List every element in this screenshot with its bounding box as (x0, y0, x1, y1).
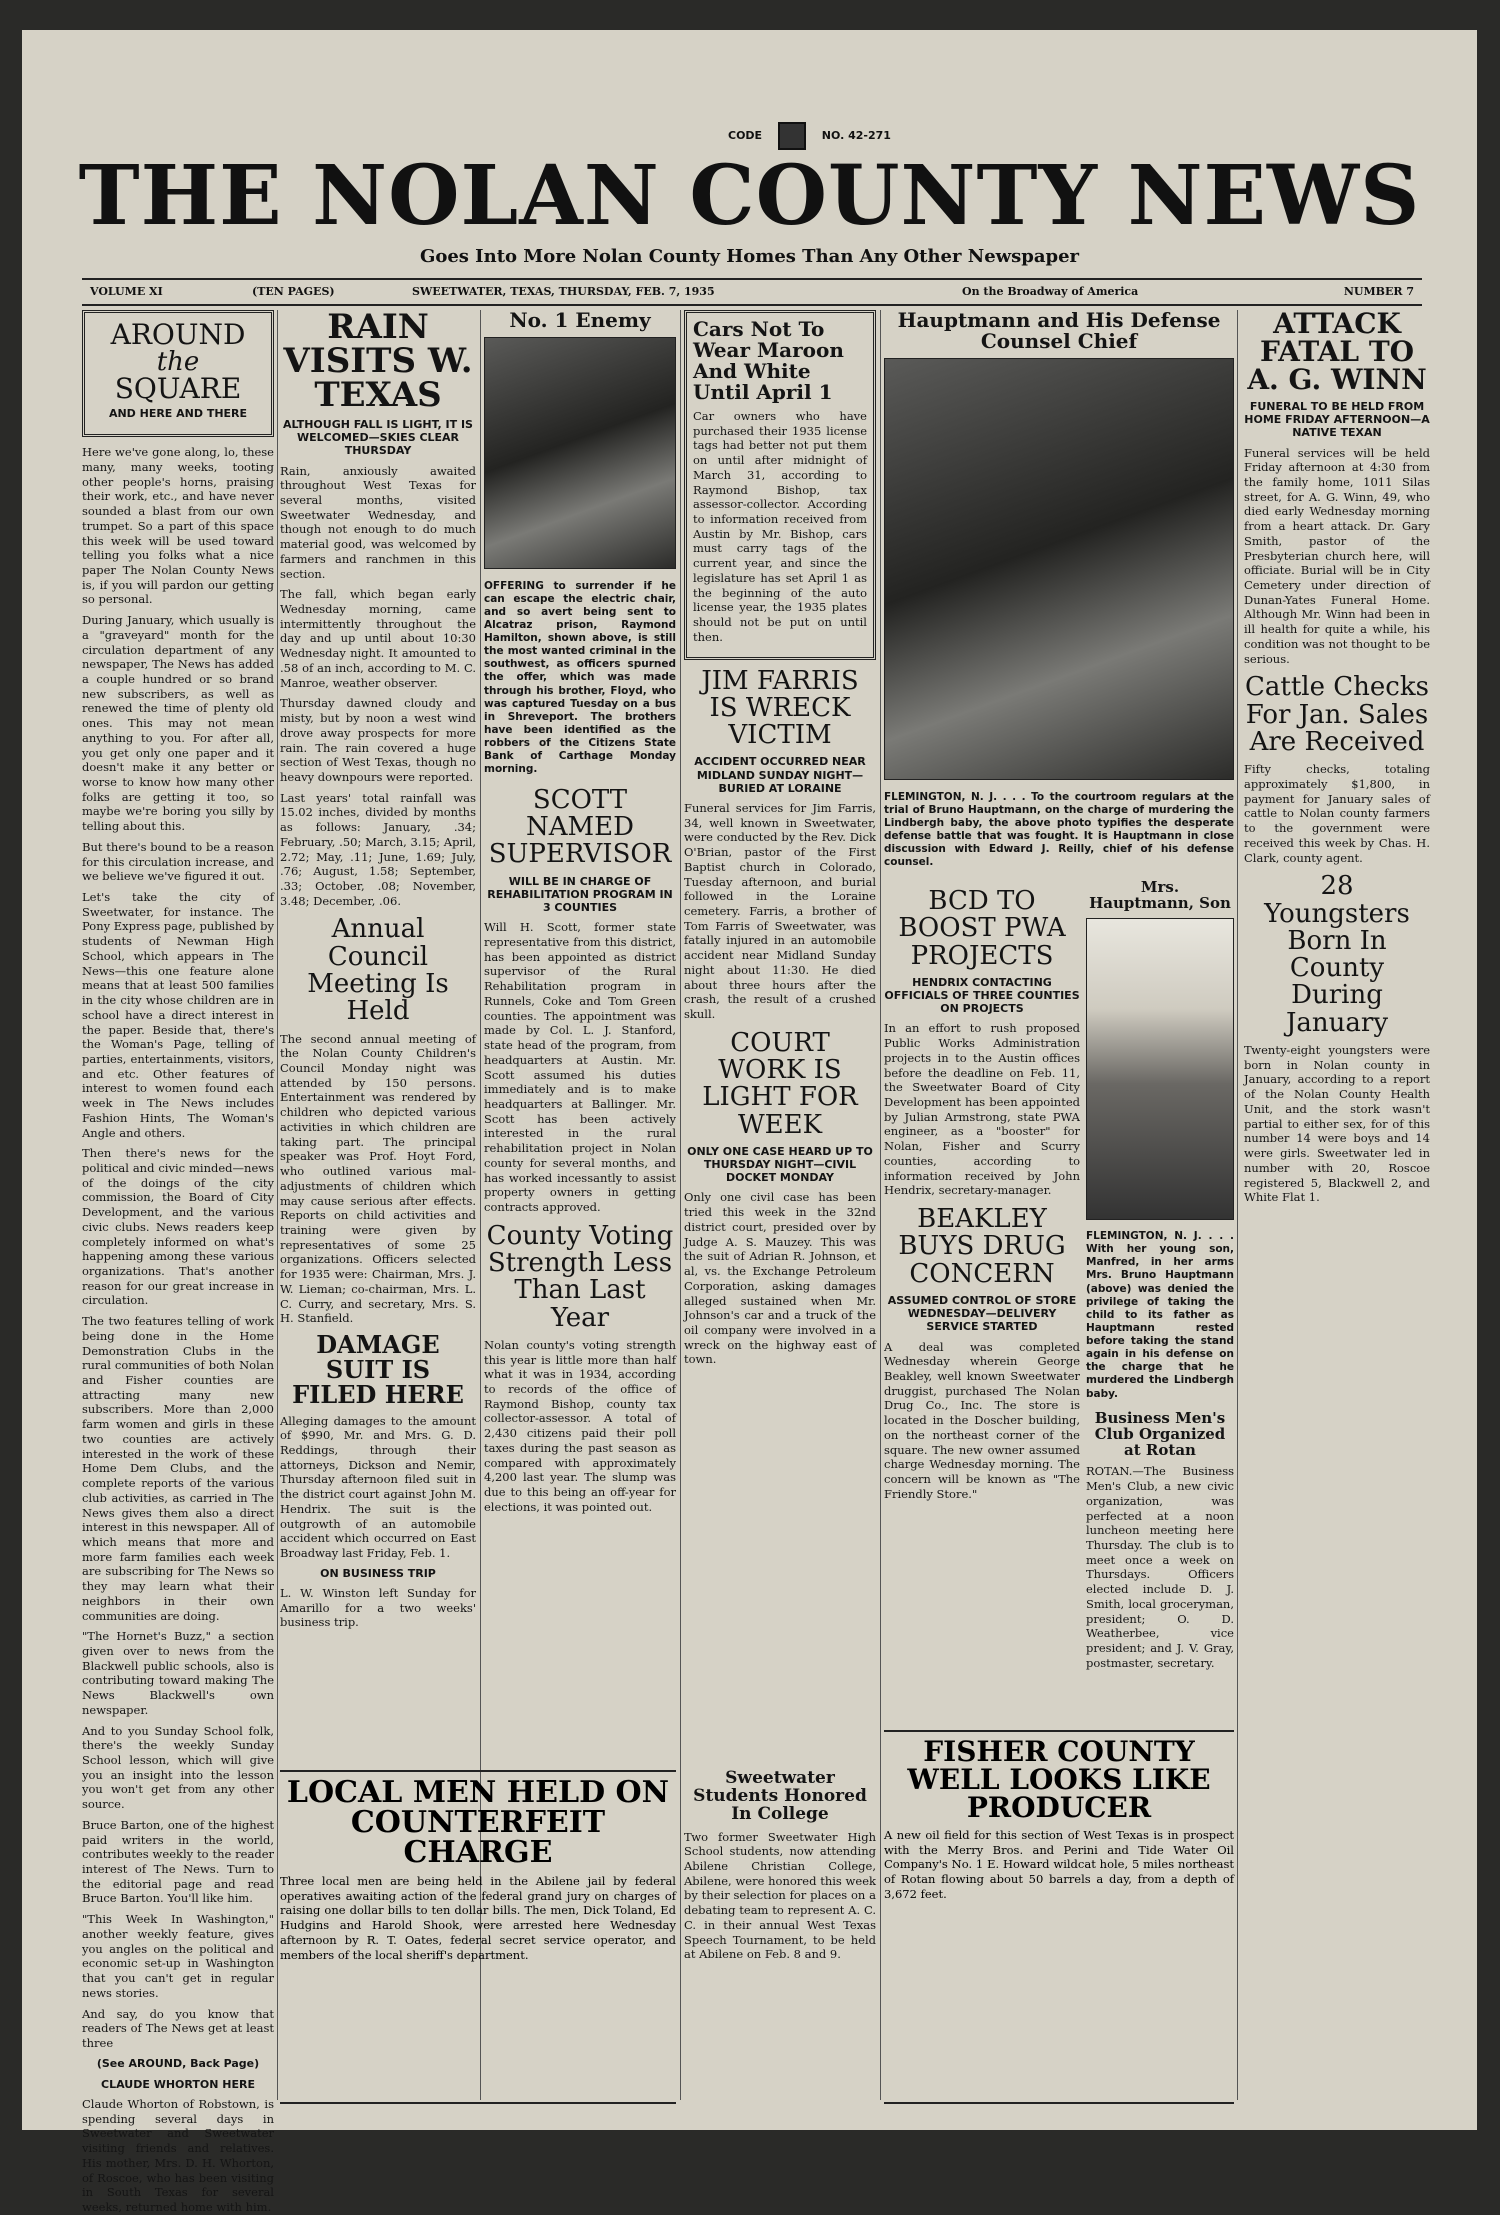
paragraph: The second annual meeting of the Nolan County Children's Council Monday night was attended by 150 persons. Entertainment was rendered by children who depicted various activities in which children are taking part. The principal speaker was Prof. Hoyt Ford, who outlined various mal-adjustments of children which may cause serious after effects. Reports on child activities and training were given by representatives of some 25 organizations. Officers selected for 1935 were: Chairman, Mrs. J. W. Lieman; co-chairman, Mrs. L. C. Curry, and secretary, Mrs. S. H. Stanfield. (280, 1031, 476, 1326)
students-section (684, 1770, 876, 2070)
paragraph: Twenty-eight youngsters were born in Nolan county in January, according to a report of the Nolan County Health Unit, and the stork wasn't partial to either sex, for of this number 14 were boys and 14 were girls. Sweetwater led in number with 20, Roscoe registered 5, Blackwell 2, and White Flat 1. (1244, 1043, 1430, 1205)
paragraph: Alleging damages to the amount of $990, Mr. and Mrs. G. D. Reddings, through their attorneys, Dickson and Nemir, Thursday afternoon filed suit in the district court against John M. Hendrix. The suit is the outgrowth of an automobile accident which occurred on East Broadway last Friday, Feb. 1. (280, 1413, 476, 1560)
column-cars (684, 310, 876, 1760)
paragraph: "The Hornet's Buzz," a section given over to news from the Blackwell public schools, also is contributing toward making The News Blackwell's own newspaper. (82, 1629, 274, 1717)
article-subhead: ASSUMED CONTROL OF STORE WEDNESDAY—DELIVERY SERVICE STARTED (887, 1293, 1077, 1334)
page-count: (TEN PAGES) (252, 285, 335, 298)
code-number (722, 122, 897, 150)
paragraph: A deal was completed Wednesday wherein George Beakley, well known Sweetwater druggist, purchased The Nolan Drug Co., Inc. The store is located in the Doscher building, on the northeast corner of the square. The new owner assumed charge Wednesday morning. The concern will be known as "The Friendly Store." (884, 1339, 1080, 1501)
paragraph: Rain, anxiously awaited throughout West Texas for several months, visited Sweetwater Wednesday, and though not enough to do much material good, was welcomed by farmers and ranchmen in this section. (280, 463, 476, 581)
column-enemy (484, 310, 676, 1760)
paragraph: And say, do you know that readers of The News get at least three (82, 2006, 274, 2050)
paragraph: A new oil field for this section of West Texas is in prospect with the Merry Bros. and Perini and Tide Water Oil Company's No. 1 E. Howard wildcat hole, 5 miles northeast of Rotan flowing about 50 barrels a day, from a depth of 3,672 feet. (884, 1828, 1234, 1901)
hauptmann-photo-section (884, 310, 1234, 880)
paragraph: ROTAN.—The Business Men's Club, a new civic organization, was perfected at a noon luncheon meeting here Thursday. The club is to meet once a week on Thursdays. Officers elected include D. J. Smith, local groceryman, president; O. D. Weatherbee, vice president; and J. V. Gray, postmaster, secretary. (1086, 1464, 1234, 1670)
column-rule (1237, 310, 1238, 2100)
article-headline: Annual Council Meeting Is Held (307, 914, 449, 1027)
paragraph: Fifty checks, totaling approximately $1,800, in payment for January sales of cattle to Nolan county farmers to the government were received this week by Chas. H. Clark, county agent. (1244, 762, 1430, 865)
continued-note: (See AROUND, Back Page) (96, 2056, 260, 2070)
article-headline: SCOTT NAMED SUPERVISOR (488, 784, 672, 870)
paragraph: Claude Whorton of Robstown, is spending several days in Sweetwater and Sweetwater visiting friends and relatives. His mother, Mrs. D. H. Whorton, of Roscoe, who has been visiting in South Texas for several weeks, returned home with him. (82, 2097, 274, 2215)
article-headline: ON BUSINESS TRIP (320, 1566, 436, 1580)
counterfeit-section (280, 1770, 676, 2104)
article-headline: BCD TO BOOST PWA PROJECTS (898, 886, 1066, 971)
newspaper-page (22, 30, 1477, 2215)
article-headline: Business Men's Club Organized at Rotan (1094, 1409, 1226, 1459)
around-title-square: SQUARE (114, 372, 242, 405)
column-rule (277, 310, 278, 2100)
portrait-photo (484, 337, 676, 569)
union-label-icon (778, 122, 806, 150)
broadway: On the Broadway of America (962, 285, 1139, 298)
code-label: CODE (728, 129, 763, 142)
paragraph: The fall, which began early Wednesday morning, came intermittently throughout the day and up until about 10:30 Wednesday night. It amounted to .58 of an inch, according to M. C. Manroe, weather observer. (280, 587, 476, 690)
column-bcd (884, 880, 1080, 1680)
column-rule (880, 310, 881, 2100)
photo-caption: FLEMINGTON, N. J. . . . To the courtroom regulars at the trial of Bruno Hauptmann, on the charge of murdering the Lindbergh baby, the above photo typifies the desperate defense battle that was fought. It is Hauptmann in close discussion with Edward J. Reilly, chief of his defense counsel. (884, 790, 1234, 869)
paragraph: Three local men are being held in the Abilene jail by federal operatives awaiting action of the federal grand jury on charges of raising one dollar bills to ten dollar bills. The men, Dick Toland, Ed Hudgins and Harold Shook, were arrested here Wednesday afternoon by R. T. Oates, federal secret service operator, and members of the local sheriff's department. (280, 1874, 676, 1962)
hauptmann-photo (884, 358, 1234, 780)
dateline: SWEETWATER, TEXAS, THURSDAY, FEB. 7, 1935 (412, 285, 715, 298)
article-subhead: HENDRIX CONTACTING OFFICIALS OF THREE COUNTIES ON PROJECTS (884, 975, 1080, 1016)
article-subhead: FUNERAL TO BE HELD FROM HOME FRIDAY AFTERNOON—A NATIVE TEXAN (1244, 400, 1430, 440)
article-headline: Cattle Checks For Jan. Sales Are Received (1245, 672, 1429, 757)
article-subhead: WILL BE IN CHARGE OF REHABILITATION PROGRAM IN 3 COUNTIES (487, 874, 673, 915)
article-headline: RAIN VISITS W. TEXAS (283, 307, 473, 415)
article-headline: 28 Youngsters Born In County During January (1264, 871, 1410, 1038)
paragraph: Will H. Scott, former state representative from this district, has been appointed as district supervisor of the Rural Rehabilitation program in Runnels, Coke and Tom Green counties. The appointment was made by Col. L. J. Stanford, state head of the program, from headquarters at Austin. Mr. Scott assumed his duties immediately and is to make headquarters at Ballinger. Mr. Scott has been actively interested in the rural rehabilitation project in Nolan county for several months, and has worked incessantly to assist property owners in getting contracts approved. (484, 920, 676, 1214)
article-headline: Mrs. Hauptmann, Son (1089, 878, 1231, 912)
slogan: Goes Into More Nolan County Homes Than Any Other Newspaper (419, 246, 1080, 267)
newspaper-title: THE NOLAN COUNTY NEWS (78, 148, 1421, 244)
paragraph: Two former Sweetwater High School students, now attending Abilene Christian College, Abilene, were honored this week by their selection for places on a debating team to represent A. C. C. in their annual West Texas Speech Tournament, to be held at Abilene on Feb. 8 and 9. (684, 1829, 876, 1962)
around-title-the: the (156, 347, 200, 377)
article-headline: COURT WORK IS LIGHT FOR WEEK (702, 1027, 858, 1140)
article-headline: JIM FARRIS IS WRECK VICTIM (701, 665, 859, 751)
article-headline: LOCAL MEN HELD ON COUNTERFEIT CHARGE (286, 1775, 670, 1870)
article-headline: FISHER COUNTY WELL LOOKS LIKE PRODUCER (907, 1735, 1211, 1824)
article-headline: Cars Not To Wear Maroon And White Until April 1 (693, 317, 844, 404)
paragraph: Funeral services for Jim Farris, 34, well known in Sweetwater, were conducted by the Rev. Dick O'Brian, pastor of the First Baptist church in Colorado, Tuesday afternoon, and burial followed in the Loraine cemetery. Farris, a brother of Tom Farris of Sweetwater, was fatally injured in an automobile accident near Midland Sunday night about 11:30. He died about three hours after the crash, the result of a crushed skull. (684, 800, 876, 1022)
paragraph: Then there's news for the political and civic minded—news of the doings of the city commission, the Board of City Development, and the various civic clubs. News readers keep completely informed on what's happening among these various organizations. That's another reason for our great increase in circulation. (82, 1146, 274, 1308)
paragraph: "This Week In Washington," another weekly feature, gives you angles on the political and economic set-up in Washington that you can't get in regular news stories. (82, 1912, 274, 2000)
volume: VOLUME XI (90, 285, 163, 298)
fisher-section (884, 1730, 1234, 2104)
column-attack (1244, 307, 1430, 2100)
around-the-square-box (82, 310, 274, 437)
photo-caption: FLEMINGTON, N. J. . . . With her young son, Manfred, in her arms Mrs. Bruno Hauptmann (above) was denied the privilege of taking the child to its father as Hauptmann rested before taking the stand again in his defense on the charge that he murdered the Lindbergh baby. (1086, 1230, 1234, 1400)
issue-number: NUMBER 7 (1343, 285, 1414, 298)
code-value: NO. 42-271 (821, 129, 891, 142)
column-mrs-hauptmann (1086, 880, 1234, 1680)
article-headline: County Voting Strength Less Than Last Year (486, 1220, 674, 1333)
cars-box (684, 310, 876, 660)
mrs-hauptmann-photo (1086, 918, 1234, 1220)
paragraph: And to you Sunday School folk, there's the weekly Sunday School lesson, which will give you an insight into the lesson you won't get from any other source. (82, 1723, 274, 1812)
around-subtitle: AND HERE AND THERE (108, 407, 248, 420)
paragraph: During January, which usually is a "graveyard" month for the circulation department of any newspaper, The News has added a couple hundred or so brand new subscribers, as well as renewed the time of plenty old ones. This may not mean anything to you. For after all, you get only one paper and it doesn't make it any better or worse to know how many other folks are getting it too, so maybe we're boring you silly by telling about this. (82, 613, 274, 834)
paragraph: Here we've gone along, lo, these many, many weeks, tooting other people's horns, praising their work, etc., and have never sounded a blast from our own trumpet. So a part of this space this week will be used toward telling you folks what a nice paper The Nolan County News is, if you will pardon our getting so personal. (82, 445, 274, 607)
masthead (22, 30, 1477, 280)
article-headline: Hauptmann and His Defense Counsel Chief (897, 308, 1221, 353)
article-subhead: ALTHOUGH FALL IS LIGHT, IT IS WELCOMED—SKIES CLEAR THURSDAY (283, 418, 473, 458)
column-rule (680, 310, 681, 2100)
article-headline: DAMAGE SUIT IS FILED HERE (292, 1329, 464, 1410)
paragraph: Funeral services will be held Friday afternoon at 4:30 from the family home, 1011 Silas street, for A. G. Winn, 49, who died early Wednesday morning from a heart attack. Dr. Gary Smith, pastor of the Presbyterian church here, will officiate. Burial will be in City Cemetery under direction of Dunan-Yates Funeral Home. Although Mr. Winn had been in ill health for quite a while, his condition was not thought to be serious. (1244, 445, 1430, 666)
paragraph: Thursday dawned cloudy and misty, but by noon a west wind drove away prospects for more rain. The rain covered a huge section of West Texas, though no heavy downpours were reported. (280, 696, 476, 784)
photo-caption: OFFERING to surrender if he can escape the electric chair, and so avert being sent to Alcatraz prison, Raymond Hamilton, shown above, is still the most wanted criminal in the southwest, as officers spurned the offer, which was made through his brother, Floyd, who was captured Tuesday on a bus in Shreveport. The brothers have been identified as the robbers of the Citizens State Bank of Carthage Monday morning. (484, 579, 676, 776)
around-title-line: AROUND (110, 318, 246, 351)
column-around-the-square (82, 310, 274, 2215)
article-headline: CLAUDE WHORTON HERE (101, 2077, 255, 2091)
paragraph: Bruce Barton, one of the highest paid writers in the world, contributes weekly to the reader interest of The News. Turn to the editorial page and read Bruce Barton. You'll like him. (82, 1817, 274, 1906)
article-headline: Sweetwater Students Honored In College (693, 1768, 867, 1824)
info-bar (82, 278, 1422, 306)
article-headline: BEAKLEY BUYS DRUG CONCERN (898, 1204, 1066, 1289)
paragraph: Only one civil case has been tried this week in the 32nd district court, presided over by Judge A. S. Mauzey. This was the suit of Adrian R. Johnson, et al, vs. the Exchange Petroleum Corporation, asking damages alleged sustained when Mr. Johnson's car and a truck of the oil company were involved in a wreck on the highway east of town. (684, 1190, 876, 1367)
column-rain (280, 307, 476, 1760)
paragraph: In an effort to rush proposed Public Works Administration projects in to the Austin offices before the deadline on Feb. 11, the Sweetwater Board of City Development has been appointed by Julian Armstrong, state PWA engineer, as a "booster" for Nolan, Fisher and Scurry counties, according to information received by John Hendrix, secretary-manager. (884, 1021, 1080, 1198)
paragraph: L. W. Winston left Sunday for Amarillo for a two weeks' business trip. (280, 1585, 476, 1630)
article-subhead: ACCIDENT OCCURRED NEAR MIDLAND SUNDAY NIGHT—BURIED AT LORAINE (694, 755, 866, 795)
paragraph: Car owners who have purchased their 1935 license tags had better not put them on until after midnight of March 31, according to Raymond Bishop, tax assessor-collector. According to information received from Austin by Mr. Bishop, cars must carry tags of the current year, and since the legislature has set April 1 as the beginning of the auto license year, the 1935 plates should not be put on until then. (693, 409, 867, 644)
paragraph: The two features telling of work being done in the Home Demonstration Clubs in the rural communities of both Nolan and Fisher counties are attracting many new subscribers. More than 2,000 farm women and girls in these two counties are actively interested in the work of these Home Dem Clubs, and the complete reports of the various club activities, as carried in The News gives them also a direct interest in this newspaper. All of which means that more and more farm families each week are subscribing for The News so they may learn what their neighbors in their own communities are doing. (82, 1314, 274, 1623)
paragraph: Let's take the city of Sweetwater, for instance. The Pony Express page, published by students of Newman High School, which appears in The News—this one feature alone means that at least 500 families in the city whose children are in school have a direct interest in the paper. Beside that, there's the Woman's Page, telling of parties, entertainments, visitors, and etc. Other features of interest to women found each week in The News includes Fashion Hints, The Woman's Angle and others. (82, 890, 274, 1140)
article-headline: ATTACK FATAL TO A. G. WINN (1247, 307, 1427, 396)
paragraph: Nolan county's voting strength this year is little more than half what it was in 1934, according to records of the office of Raymond Bishop, county tax collector-assessor. A total of 2,430 citizens paid their poll taxes during the past season as compared with approximately 4,200 last year. The slump was due to this being an off-year for elections, it was pointed out. (484, 1337, 676, 1514)
paragraph: But there's bound to be a reason for this circulation increase, and we believe we've figured it out. (82, 839, 274, 884)
article-subhead: ONLY ONE CASE HEARD UP TO THURSDAY NIGHT—CIVIL DOCKET MONDAY (687, 1144, 873, 1185)
article-headline: No. 1 Enemy (509, 308, 651, 332)
paragraph: Last years' total rainfall was 15.02 inches, divided by months as follows: January, .34; February, .50; March, 3.15; April, 2.72; May, .11; June, 1.69; July, .76; August, 1.58; September, .33; October, .08; November, 3.48; December, .06. (280, 790, 476, 908)
